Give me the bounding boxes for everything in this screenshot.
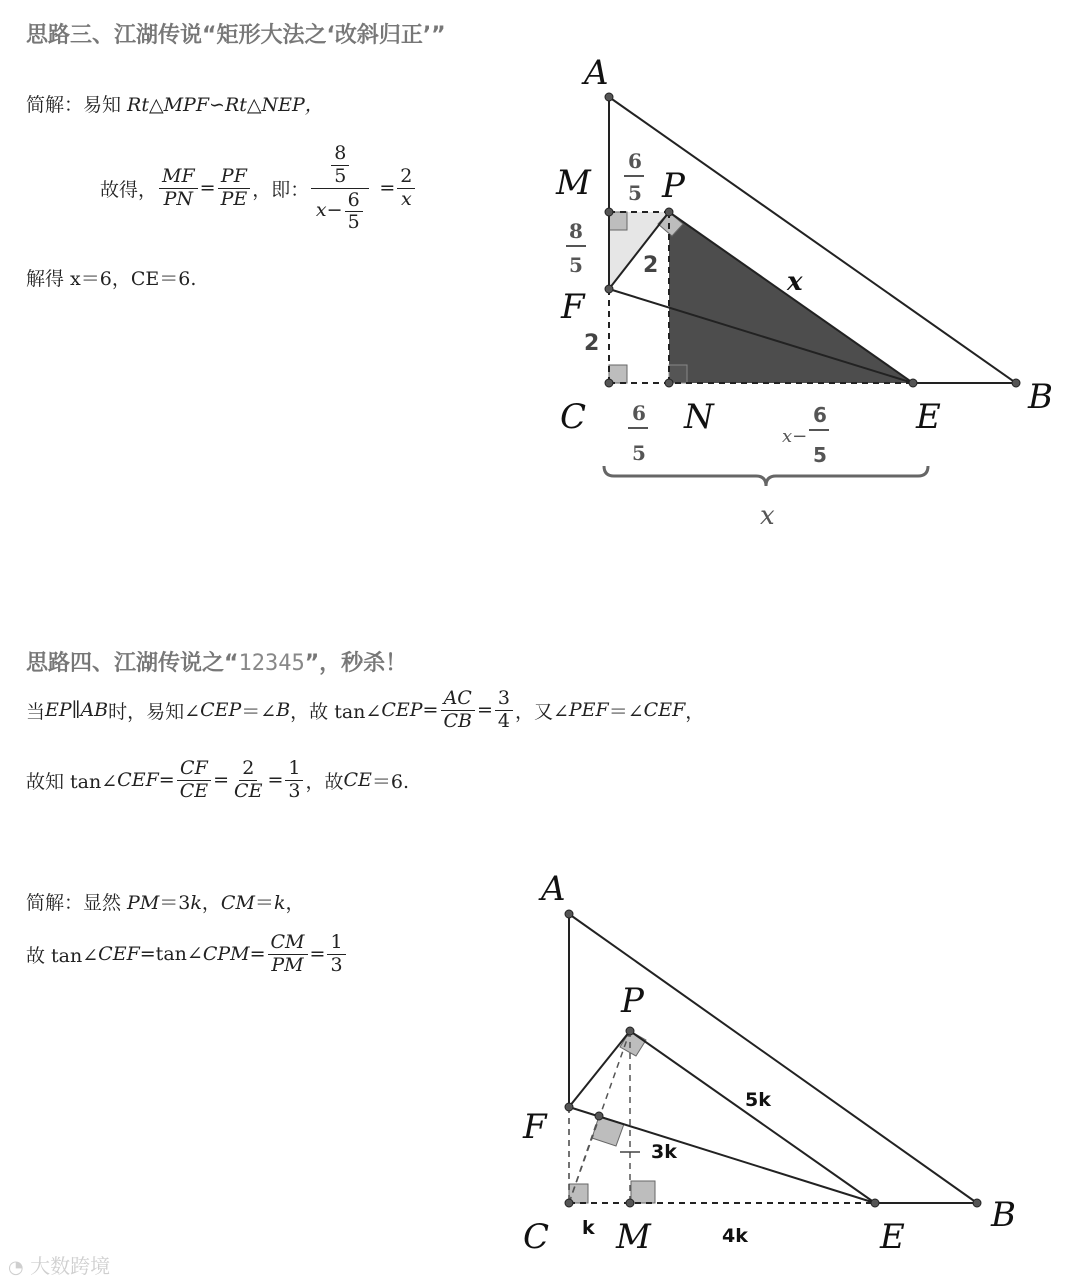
frac-den: PN (163, 187, 194, 210)
point-a (605, 93, 613, 101)
t: ， (685, 700, 705, 723)
section4-line4 (26, 926, 348, 982)
frac-num: PF (218, 166, 250, 189)
equals: = (199, 177, 216, 199)
t: = (158, 769, 175, 791)
frac-num: 2 (239, 758, 257, 781)
label-m: M (616, 1217, 651, 1257)
label-a: A (584, 53, 609, 93)
fraction-mf-pn (159, 166, 198, 211)
label-b: B (991, 1195, 1016, 1235)
section3-heading: 思路三、江湖传说“矩形大法之‘改斜归正’” (26, 23, 446, 48)
watermark-logo-icon: ◔ (8, 1257, 24, 1278)
t: = (422, 699, 439, 721)
label-e: E (916, 397, 941, 437)
t: 当 (26, 700, 46, 723)
label-fc-length: 2 (584, 331, 600, 356)
t: ，又∠ (514, 700, 569, 723)
point-b (1012, 379, 1020, 387)
label-n: N (684, 397, 714, 437)
t: = (249, 943, 266, 965)
fraction-2-x (397, 166, 415, 211)
label-mf-fraction (566, 219, 586, 277)
frac-num: 1 (327, 932, 345, 955)
line2-prefix: 故得， (100, 178, 158, 201)
label-f: F (523, 1107, 547, 1147)
frac-num: CF (177, 758, 211, 781)
label-ce-length: x (760, 501, 775, 531)
point-e (909, 379, 917, 387)
x-minus: x− (315, 199, 343, 222)
label-pe-length: x (787, 267, 803, 297)
point-c (565, 1199, 573, 1207)
frac-num: 8 (331, 142, 349, 166)
ne-num: 6 (813, 403, 827, 427)
equals: = (379, 177, 396, 199)
t: = (267, 769, 284, 791)
compound-numerator (311, 142, 369, 189)
fraction-8-5 (331, 142, 349, 188)
fraction-6-5 (345, 189, 363, 235)
heading-number: 12345 (238, 651, 305, 676)
label-f: F (561, 287, 585, 327)
ji-text: ，即： (252, 178, 310, 201)
label-p: P (662, 166, 685, 206)
t: ＝6. (371, 770, 410, 793)
t: CEP (381, 699, 423, 721)
frac-den: CE (234, 779, 263, 802)
fraction-1-3-b (327, 932, 345, 977)
frac-den: 4 (497, 709, 510, 732)
t: ，故 tan∠ (290, 700, 382, 723)
label-e: E (880, 1217, 905, 1257)
t: PM (127, 892, 160, 914)
cn-num: 6 (632, 401, 646, 425)
point-f (605, 285, 613, 293)
ne-den: 5 (813, 443, 827, 467)
t: =tan∠ (139, 943, 203, 965)
section4-heading (26, 646, 407, 677)
frac-den: 5 (334, 164, 347, 187)
frac-num: 6 (345, 189, 363, 213)
t: B (276, 699, 291, 721)
point-p (665, 208, 673, 216)
mp-num: 6 (628, 149, 642, 173)
frac-den: PM (271, 953, 304, 976)
label-pm-3k: 3k (651, 1141, 677, 1163)
ne-x-minus: x− (782, 426, 808, 447)
frac-num: MF (159, 166, 198, 189)
frac-num: CM (268, 932, 308, 955)
t: 时，易知∠ (108, 700, 201, 723)
t: CEF (98, 943, 140, 965)
t: 简解：显然 (26, 892, 128, 914)
frac-den: 3 (288, 779, 301, 802)
line1-prefix: 简解：易知 (26, 94, 128, 116)
point-c (605, 379, 613, 387)
label-me-4k: 4k (722, 1225, 748, 1247)
section4-line2 (26, 752, 409, 808)
fraction-cm-pm (268, 932, 308, 977)
t: ， (201, 892, 221, 914)
label-ne-expression (782, 403, 829, 467)
point-e (871, 1199, 879, 1207)
t: CEF (643, 699, 686, 721)
fraction-2-ce (231, 758, 265, 803)
t: ， (285, 892, 305, 914)
point-m (605, 208, 613, 216)
section3-line1 (26, 90, 324, 117)
watermark (8, 1250, 110, 1279)
label-pf-length: 2 (643, 253, 659, 278)
fraction-3-4 (495, 688, 513, 733)
frac-num: AC (441, 688, 475, 711)
section4-line3 (26, 888, 304, 915)
mf-num: 8 (569, 219, 583, 243)
frac-den: CB (443, 709, 472, 732)
t: 故知 tan∠ (26, 770, 118, 793)
t: k (273, 892, 286, 914)
frac-num: 3 (495, 688, 513, 711)
label-cm-k: k (582, 1217, 595, 1239)
frac-den: x (400, 187, 412, 210)
frac-num: 2 (397, 166, 415, 189)
frac-den: PE (220, 187, 248, 210)
cn-den: 5 (632, 441, 646, 465)
heading-part-a: 思路四、江湖传说之“ (26, 651, 239, 676)
label-b: B (1028, 377, 1053, 417)
fraction-pf-pe (218, 166, 251, 211)
t: ＝∠ (608, 700, 644, 723)
mp-den: 5 (628, 181, 642, 205)
t: CEP (200, 699, 242, 721)
right-angle-p (620, 1031, 646, 1056)
point-b (973, 1199, 981, 1207)
right-angle-m (631, 1181, 655, 1203)
t: ＝ (254, 892, 274, 914)
fraction-1-3 (285, 758, 303, 803)
right-angle-foot (592, 1116, 624, 1146)
section3-line3: 解得 x＝6，CE＝6. (26, 268, 197, 290)
label-a: A (541, 869, 566, 909)
frac-num: 1 (285, 758, 303, 781)
t: EP∥AB (45, 699, 109, 721)
point-a (565, 910, 573, 918)
label-c: C (560, 397, 587, 437)
t: = (213, 769, 230, 791)
compound-denominator (313, 189, 368, 235)
t: CM (220, 892, 255, 914)
section4-line1 (26, 684, 704, 736)
figure1-rectangle-method (540, 50, 1060, 540)
label-c: C (523, 1217, 550, 1257)
point-n (665, 379, 673, 387)
frac-den: CE (179, 779, 209, 802)
t: = (476, 699, 493, 721)
mf-den: 5 (569, 253, 583, 277)
fraction-cf-ce (177, 758, 211, 803)
t: CE (343, 769, 372, 791)
frac-den: 3 (330, 953, 343, 976)
t: PEF (568, 699, 609, 721)
watermark-text: 大数跨境 (30, 1254, 111, 1278)
heading-part-b: ”，秒杀！ (304, 651, 408, 676)
t: k (190, 892, 202, 914)
t: ＝∠ (241, 700, 277, 723)
figure2-12345-method (500, 860, 1060, 1270)
segment-fe (569, 1107, 875, 1203)
frac-den: 5 (347, 211, 360, 234)
segment-fp (569, 1031, 630, 1107)
section3-line2 (100, 130, 417, 246)
t: 故 tan∠ (26, 944, 99, 967)
t: ＝3 (159, 892, 191, 914)
point-m (626, 1199, 634, 1207)
label-mp-fraction (624, 149, 644, 205)
fraction-ac-cb (440, 688, 475, 733)
similarity-statement: Rt△MPF∽Rt△NEP， (127, 94, 324, 116)
label-m: M (556, 163, 591, 203)
point-f (565, 1103, 573, 1111)
t: CEF (117, 769, 159, 791)
segment-pe (630, 1031, 875, 1203)
t: ，故 (305, 770, 344, 793)
t: = (309, 943, 326, 965)
brace-ce (604, 466, 928, 486)
point-foot (595, 1112, 603, 1120)
compound-fraction (311, 142, 369, 234)
label-p: P (621, 981, 644, 1021)
label-cn-fraction (628, 401, 648, 465)
point-p (626, 1027, 634, 1035)
label-pe-5k: 5k (745, 1089, 771, 1111)
t: CPM (202, 943, 250, 965)
